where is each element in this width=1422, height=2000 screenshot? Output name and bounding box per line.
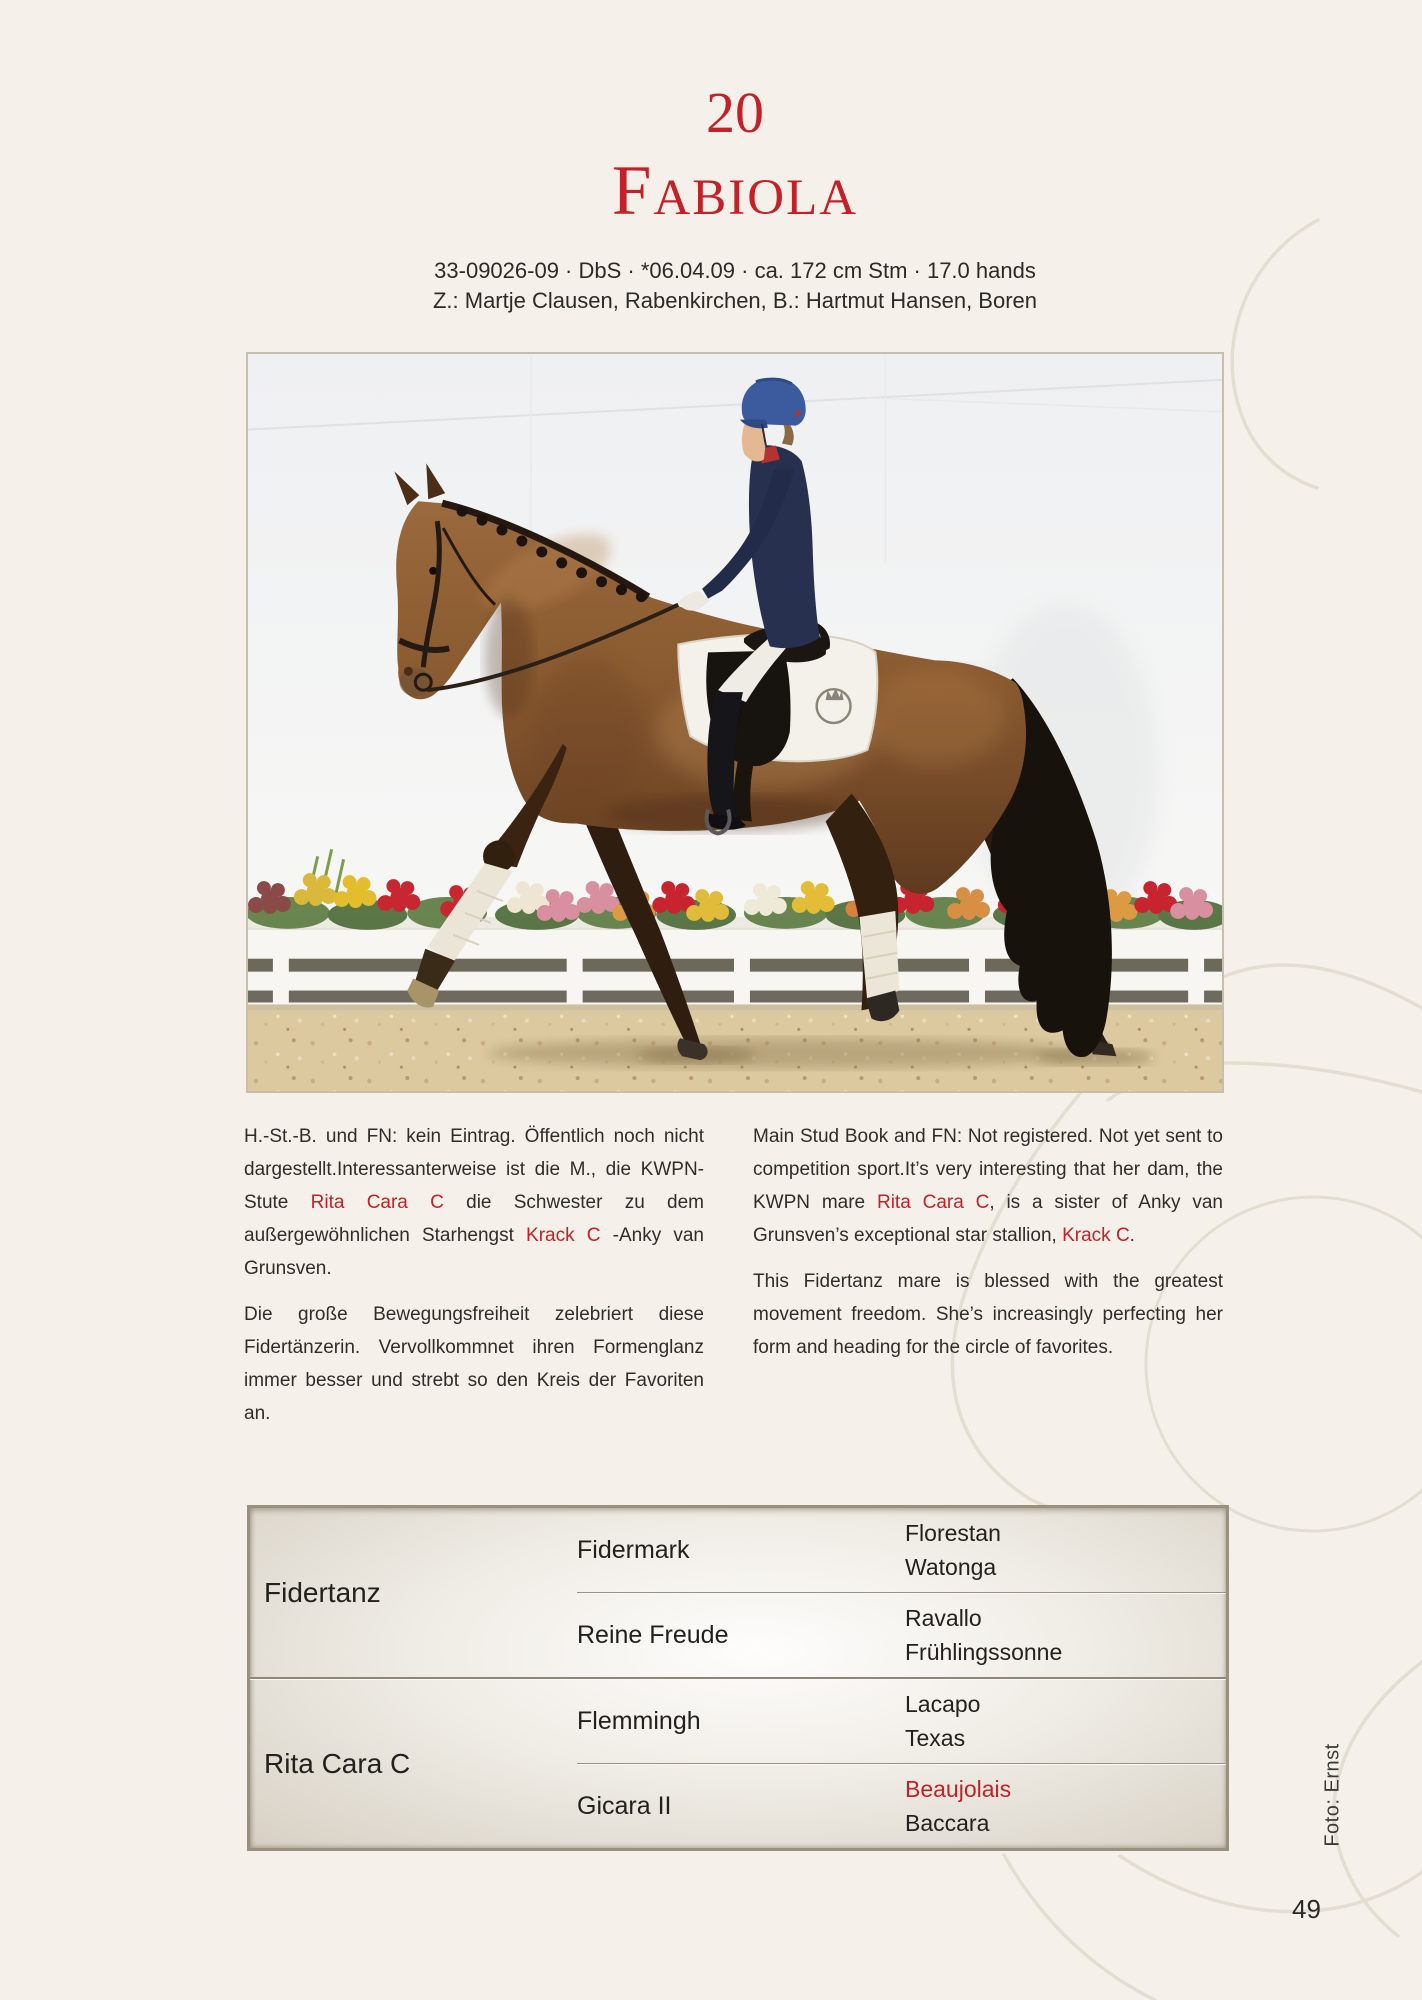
highlighted-horse-name: Rita Cara C — [310, 1192, 444, 1213]
pedigree-grandsire: Flemmingh — [577, 1706, 701, 1735]
highlighted-horse-name: Krack C — [1062, 1225, 1130, 1246]
german-paragraph-2: Die große Bewegungsfreiheit zelebriert diese Fidertänzerin. Vervollkommnet ihren Formenglanz immer besser und strebt so den Kreis der Favoriten an. — [244, 1304, 704, 1424]
page-number: 49 — [1292, 1894, 1321, 1924]
catalog-number: 20 — [706, 80, 764, 145]
pedigree-granddam: Gicara II — [577, 1791, 672, 1820]
horse-photo — [246, 352, 1224, 1093]
pedigree-sire: Fidertanz — [264, 1576, 381, 1608]
pedigree-row — [577, 1508, 1226, 1592]
horse-name-title: FABIOLA — [611, 152, 859, 230]
pedigree-sire-half — [250, 1508, 1226, 1677]
horse-photo-illustration — [248, 354, 1222, 1091]
pedigree-row — [577, 1592, 1226, 1677]
description-german — [244, 1120, 704, 1430]
pedigree-greatgrandparent: Ravallo — [905, 1604, 982, 1631]
english-paragraph-1: Main Stud Book and FN: Not registered. Not yet sent to competition sport.It’s very interesting that her dam, the KWPN mare Rita Cara C, is a sister of Anky van Grunsven’s exceptional star stallion, Krack C. — [753, 1126, 1223, 1246]
pedigree-grandsire: Fidermark — [577, 1535, 690, 1564]
highlighted-horse-name: Krack C — [526, 1225, 601, 1246]
pedigree-granddam: Reine Freude — [577, 1620, 729, 1649]
pedigree-row — [577, 1679, 1226, 1763]
details-line-1: 33-09026-09 · DbS · *06.04.09 · ca. 172 cm Stm · 17.0 hands — [434, 258, 1036, 283]
pedigree-greatgrandparent: Lacapo — [905, 1690, 981, 1717]
pedigree-table — [247, 1505, 1229, 1851]
description-english — [753, 1120, 1223, 1364]
pedigree-dam: Rita Cara C — [264, 1747, 411, 1779]
pedigree-greatgrandparent: Baccara — [905, 1809, 990, 1836]
pedigree-greatgrandparent: Beaujolais — [905, 1775, 1012, 1802]
details-line-2: Z.: Martje Clausen, Rabenkirchen, B.: Hartmut Hansen, Boren — [432, 288, 1038, 313]
pedigree-row — [577, 1763, 1226, 1848]
pedigree-greatgrandparent: Florestan — [905, 1519, 1001, 1546]
horse-details — [246, 256, 1224, 316]
german-paragraph-1: H.-St.-B. und FN: kein Eintrag. Öffentlich noch nicht dargestellt.Interessanterweise ist die M., die KWPN-Stute Rita Cara C die Schwester zu dem außergewöhnlichen Starhengst Krack C -Anky van Grunsven. — [244, 1126, 704, 1279]
photo-credit: Foto: Ernst — [1321, 1743, 1344, 1847]
pedigree-dam-half — [250, 1677, 1226, 1848]
pedigree-greatgrandparent: Watonga — [905, 1553, 997, 1580]
pedigree-greatgrandparent: Texas — [905, 1724, 966, 1751]
highlighted-horse-name: Rita Cara C — [876, 1192, 990, 1213]
pedigree-greatgrandparent: Frühlingssonne — [905, 1638, 1063, 1665]
english-paragraph-2: This Fidertanz mare is blessed with the greatest movement freedom. She’s increasingly perfecting her form and heading for the circle of favorites. — [753, 1271, 1223, 1358]
